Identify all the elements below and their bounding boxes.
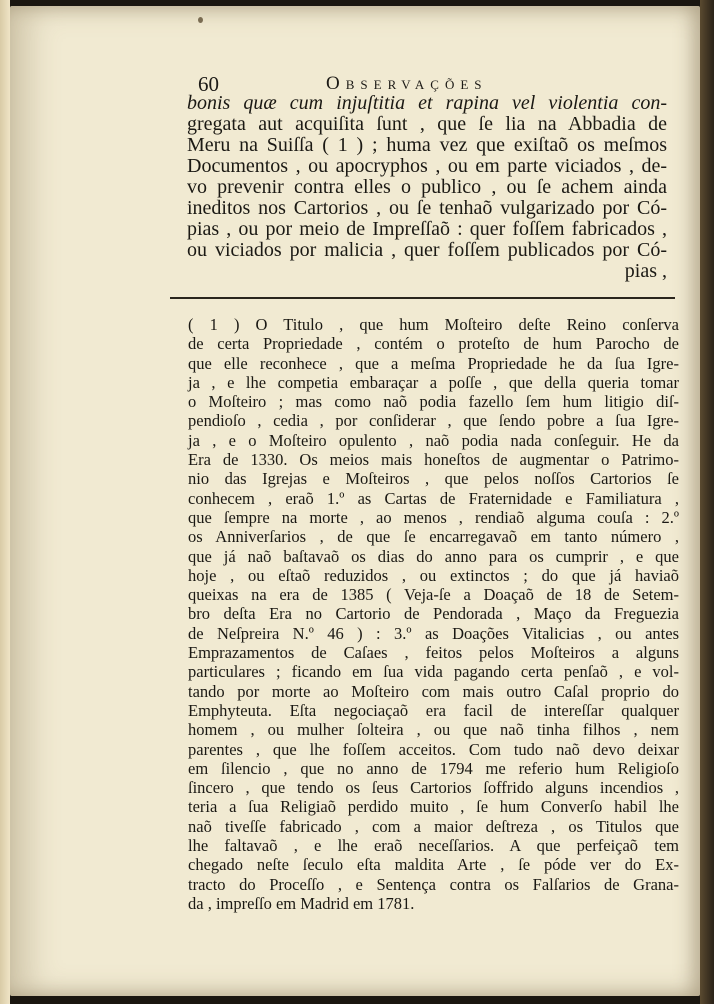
footnote-line: de certa Propriedade , contém o proteſto de hum Parocho de [188,334,679,354]
footnote-line: bro deſta Era no Cartorio de Pendorada , Maço da Freguezia [188,604,679,624]
main-line: Meru na Suiſſa ( 1 ) ; huma vez que exiſtaõ os meſmos [187,134,667,156]
footnote-line: nio das Igrejas e Moſteiros , que pelos noſſos Cartorios ſe [188,469,679,489]
footnote-line: da , impreſſo em Madrid em 1781. [188,893,415,913]
main-line: bonis quæ cum injuſtitia et rapina vel violentia con- [187,92,667,114]
footnote-line: chegado neſte ſeculo eſta maldita Arte , ſe póde ver do Ex- [188,855,679,875]
footnote-line: pendioſo , cedia , por conſiderar , que ſendo pobre a ſua Igre- [188,411,679,431]
footnote-line: que ſempre na morte , ao menos , rendiaõ alguma couſa : 2.º [188,507,679,527]
main-line: Documentos , ou apocryphos , ou em parte viciados , de- [187,155,667,177]
footnote-line: tando por morte ao Moſteiro com mais outro Caſal proprio do [188,681,679,701]
footnote-line: teria a ſua Religiaõ perdido muito , ſe hum Converſo habil lhe [188,797,679,817]
footnote-line: em ſilencio , que no anno de 1794 me referio hum Religioſo [188,758,679,778]
main-line: ou viciados por malicia , quer foſſem publicados por Có- [187,239,667,261]
main-line: gregata aut acquiſita ſunt , que ſe lia na Abbadia de [187,113,667,135]
footnote-divider [170,297,675,299]
page-left-edge [0,0,10,1004]
footnote-line: que elle reconhece , que a meſma Propriedade he da ſua Igre- [188,353,679,373]
footnote-line: ſincero , que tendo os ſeus Cartorios ſoffrido alguns incendios , [188,778,679,798]
page-number: 60 [198,72,219,96]
main-text [187,93,667,282]
footnote-line: o Moſteiro ; mas como naõ podia fazello ſem hum litigio diſ- [188,392,679,412]
footnote-line: Emprazamentos de Caſaes , feitos pelos Moſteiros a alguns [188,643,679,663]
footnote-line: ja , e o Moſteiro opulento , naõ podia nada conſeguir. He da [188,430,679,450]
main-line: ineditos nos Cartorios , ou ſe tenhaõ vulgarizado por Có- [187,197,667,219]
main-line: vo prevenir contra elles o publico , ou ſe achem ainda [187,176,667,198]
catchword: pias , [624,260,667,282]
main-line: pias , ou por meio de Impreſſaõ : quer foſſem fabricados , [187,218,667,240]
footnote-line: Era de 1330. Os meios mais honeſtos de augmentar o Patrimo- [188,450,679,470]
footnote-line: os Anniverſarios , de que ſe encarregavaõ em tanto número , [188,527,679,547]
book-binding [700,0,714,1004]
footnote-line: conhecem , eraõ 1.º as Cartas de Fraternidade e Familiatura , [188,488,679,508]
footnote-line: homem , ou mulher ſolteira , ou que naõ tinha filhos , nem [188,720,679,740]
footnote-line: parentes , que lhe foſſem acceitos. Com tudo naõ devo deixar [188,739,679,759]
footnote-line: queixas na era de 1385 ( Veja-ſe a Doaçaõ de 18 de Setem- [188,585,679,605]
running-title: Observações [326,73,488,94]
footnote-line: ja , e lhe competia embaraçar a poſſe , que della queria tomar [188,372,679,392]
footnote-line: tracto do Proceſſo , e Sentença contra os Falſarios de Grana- [188,874,679,894]
ink-spot [198,17,203,23]
footnote-line: hoje , ou eſtaõ reduzidos , ou extinctos ; do que já haviaõ [188,565,679,585]
footnote-line: naõ tiveſſe fabricado , com a maior deſtreza , os Titulos que [188,816,679,836]
footnote-line: lhe faltavaõ , e lhe eraõ neceſſarios. A que perfeiçaõ tem [188,836,679,856]
footnote-line: que já naõ baſtavaõ os dias do anno para os cumprir , e que [188,546,679,566]
footnote-line: ( 1 ) O Titulo , que hum Moſteiro deſte Reino conſerva [188,315,679,334]
footnote-line: Emphyteuta. Eſta negociaçaõ era facil de intereſſar qualquer [188,700,679,720]
footnote-line: particulares ; ficando em ſua vida pagando certa penſaõ , e vol- [188,662,679,682]
footnote-line: de Neſpreira N.º 46 ) : 3.º as Doações Vitalicias , ou antes [188,623,679,643]
footnote [188,315,679,913]
